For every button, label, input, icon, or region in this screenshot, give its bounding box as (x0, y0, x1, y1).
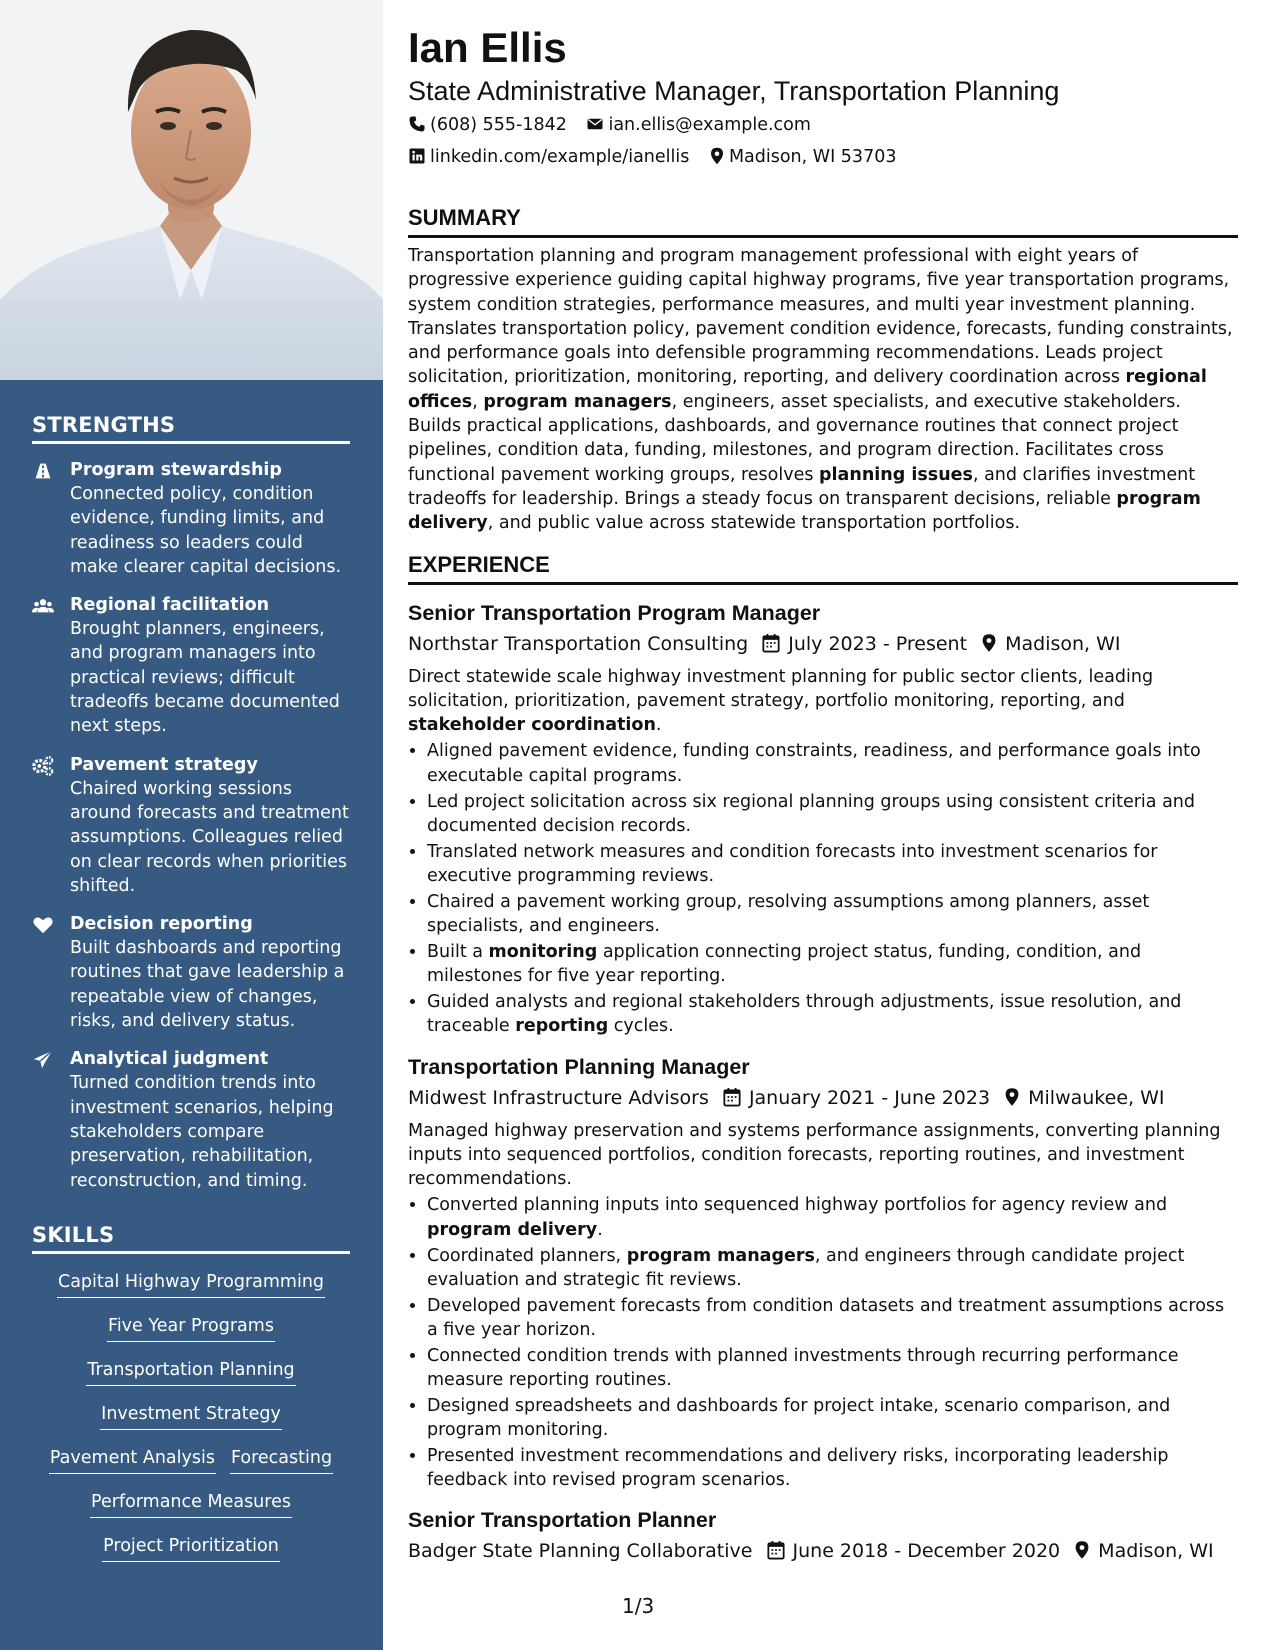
job-entry (408, 1506, 1238, 1565)
strength-name: Analytical judgment (70, 1049, 269, 1070)
job-title: Senior Transportation Program Manager (408, 600, 821, 625)
envelope-icon (586, 115, 604, 133)
bullet-item: • Translated network measures and condition forecasts into investment scenarios for executive programming reviews. (427, 840, 1238, 889)
email-address: ian.ellis@example.com (608, 115, 811, 135)
gears-icon (32, 755, 54, 777)
phone-icon (408, 115, 426, 133)
linkedin-url: linkedin.com/example/ianellis (430, 147, 690, 167)
company-name: Badger State Planning Collaborative (408, 1540, 753, 1563)
map-pin-icon (1074, 1540, 1090, 1560)
skill-tag: Investment Strategy (100, 1402, 282, 1430)
bullet-item: • Built a monitoring application connecting project status, funding, condition, and milestones for five year reporting. (427, 940, 1238, 989)
job-description: Direct statewide scale highway investment planning for public sector clients, leading solicitation, prioritization, pavement strategy, portfolio monitoring, reporting, and stakeholder coordination. (408, 666, 1154, 736)
bullet-item: • Connected condition trends with planned investments through recurring performance measure reporting routines. (427, 1344, 1238, 1393)
map-pin-icon (981, 633, 997, 653)
calendar-icon (767, 1540, 785, 1560)
candidate-name: Ian Ellis (408, 24, 567, 71)
job-meta (408, 1537, 1238, 1565)
users-icon (32, 595, 54, 617)
sidebar-content (32, 400, 350, 1562)
job-location: Madison, WI (1005, 632, 1121, 655)
profile-photo-illustration (0, 0, 383, 380)
map-pin-icon (709, 147, 725, 165)
profile-photo (0, 0, 383, 380)
company-name: Midwest Infrastructure Advisors (408, 1086, 709, 1109)
location-contact (709, 145, 897, 169)
page-number: 1/3 (622, 1594, 655, 1618)
job-dates: July 2023 - Present (788, 632, 968, 655)
strength-item (32, 1047, 350, 1192)
main-content (408, 20, 1238, 1565)
sidebar (0, 0, 383, 1650)
summary-text: Transportation planning and program management professional with eight years of progressive experience guiding capital highway programs, five year transportation programs, system condition strategies, performance measures, and multi year investment planning. Translates transportation policy, pavement condition evidence, forecasts, funding constraints, and performance goals into defensible programming recommendations. Leads project solicitation, prioritization, monitoring, reporting, and delivery coordination across regional offices, program managers, engineers, asset specialists, and executive stakeholders. Builds practical applications, dashboards, and governance routines that connect project pipelines, condition data, funding, milestones, and program direction. Facilitates cross functional pavement working groups, resolves planning issues, and clarifies investment tradeoffs for leadership. Brings a steady focus on transparent decisions, reliable program delivery, and public value across statewide transportation portfolios. (408, 246, 1233, 534)
job-meta (408, 1084, 1238, 1112)
linkedin-icon (408, 147, 426, 165)
summary-heading: SUMMARY (408, 205, 1238, 238)
strength-description: Turned condition trends into investment scenarios, helping stakeholders compare preservation, rehabilitation, reconstruction, and timing. (70, 1073, 334, 1191)
company-name: Northstar Transportation Consulting (408, 632, 749, 655)
strength-item (32, 593, 350, 738)
road-icon (32, 460, 54, 482)
skill-tag: Transportation Planning (86, 1358, 295, 1386)
bullet-item: • Guided analysts and regional stakeholders through adjustments, issue resolution, and traceable reporting cycles. (427, 990, 1238, 1039)
job-dates: January 2021 - June 2023 (748, 1086, 991, 1109)
phone-contact[interactable] (408, 113, 567, 137)
bullet-item: • Developed pavement forecasts from condition datasets and treatment assumptions across a five year horizon. (427, 1294, 1238, 1343)
strength-item (32, 458, 350, 579)
experience-heading: EXPERIENCE (408, 552, 1238, 585)
skill-tag: Pavement Analysis (49, 1446, 216, 1474)
skill-tag: Forecasting (230, 1446, 333, 1474)
strength-description: Connected policy, condition evidence, funding limits, and readiness so leaders could make clearer capital decisions. (70, 484, 342, 577)
skill-tag: Capital Highway Programming (57, 1270, 325, 1298)
bullet-item: • Presented investment recommendations and delivery risks, incorporating leadership feedback into revised program scenarios. (427, 1444, 1238, 1493)
job-entry (408, 1053, 1238, 1493)
paper-plane-icon (32, 1049, 54, 1071)
job-dates: June 2018 - December 2020 (792, 1540, 1061, 1563)
strength-description: Chaired working sessions around forecasts and treatment assumptions. Colleagues relied on clear records when priorities shifted. (70, 778, 349, 896)
strength-item (32, 912, 350, 1033)
calendar-icon (762, 633, 780, 653)
job-meta (408, 630, 1238, 658)
job-title: Senior Transportation Planner (408, 1508, 717, 1533)
location-text: Madison, WI 53703 (728, 147, 897, 167)
strength-item (32, 753, 350, 898)
email-contact[interactable] (586, 113, 810, 137)
calendar-icon (723, 1087, 741, 1107)
skills-heading: SKILLS (32, 1223, 350, 1254)
phone-number: (608) 555-1842 (430, 115, 567, 135)
bullet-item: • Chaired a pavement working group, resolving assumptions among planners, asset specialists, and engineers. (427, 890, 1238, 939)
skill-tag: Performance Measures (90, 1490, 292, 1518)
job-entry (408, 599, 1238, 1039)
map-pin-icon (1004, 1087, 1020, 1107)
strength-name: Regional facilitation (70, 595, 270, 616)
job-bullets (408, 1193, 1238, 1492)
strength-name: Pavement strategy (70, 754, 258, 775)
bullet-item: • Converted planning inputs into sequenced highway portfolios for agency review and program delivery. (427, 1193, 1238, 1242)
heart-icon (32, 914, 54, 936)
strength-description: Brought planners, engineers, and program managers into practical reviews; difficult tradeoffs became documented next steps. (70, 619, 340, 737)
job-location: Madison, WI (1098, 1540, 1214, 1563)
strengths-heading: STRENGTHS (32, 413, 350, 444)
job-location: Milwaukee, WI (1028, 1086, 1165, 1109)
bullet-item: • Aligned pavement evidence, funding constraints, readiness, and performance goals into executable capital programs. (427, 739, 1238, 788)
bullet-item: • Coordinated planners, program managers, and engineers through candidate project evaluation and strategic fit reviews. (427, 1244, 1238, 1293)
job-description: Managed highway preservation and systems performance assignments, converting planning inputs into sequenced portfolios, condition forecasts, reporting routines, and investment recommendations. (408, 1120, 1221, 1190)
candidate-title: State Administrative Manager, Transportation Planning (408, 76, 1060, 106)
strength-description: Built dashboards and reporting routines that gave leadership a repeatable view of changes, risks, and delivery status. (70, 938, 345, 1032)
contact-info (408, 113, 1238, 177)
linkedin-contact[interactable] (408, 145, 689, 169)
bullet-item: • Led project solicitation across six regional planning groups using consistent criteria and documented decision records. (427, 790, 1238, 839)
bullet-item: • Designed spreadsheets and dashboards for project intake, scenario comparison, and program monitoring. (427, 1394, 1238, 1443)
skill-tag: Project Prioritization (102, 1534, 280, 1562)
job-bullets (408, 739, 1238, 1038)
strength-name: Decision reporting (70, 914, 253, 935)
skill-tag: Five Year Programs (107, 1314, 275, 1342)
skills-list (32, 1270, 350, 1562)
strength-name: Program stewardship (70, 460, 282, 480)
job-title: Transportation Planning Manager (408, 1054, 750, 1079)
